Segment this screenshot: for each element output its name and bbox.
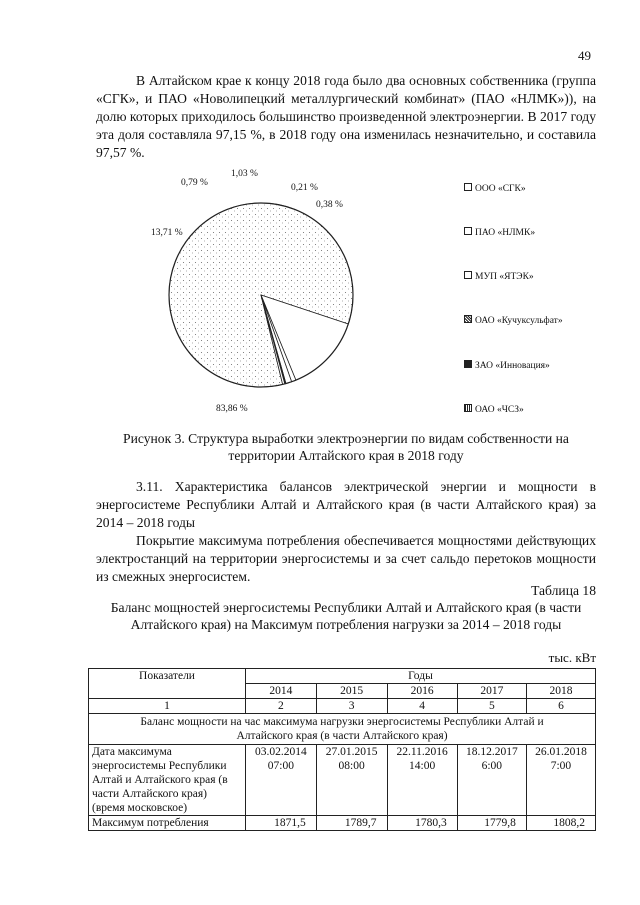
row-value: 1779,8 <box>457 816 526 831</box>
section-paragraph: Покрытие максимума потребления обеспечивается мощностями действующих электростанций на территории энергосистемы и за счет сальдо перетоков мощности из смежных энергосистем. <box>96 533 596 584</box>
col-number: 2 <box>246 699 317 714</box>
legend-item-yatek <box>464 271 534 283</box>
legend-label: ПАО «НЛМК» <box>475 228 536 238</box>
row-label: Максимум потребления <box>89 816 246 831</box>
intro-paragraph: В Алтайском крае к концу 2018 года было два основных собственника (группа «СГК», и ПАО «Новолипецкий металлургический комбинат» (ПАО «НЛМК»)), на долю которых приходилось большинство произведенной электроэнергии. В 2017 году эта доля составляла 97,15 %, в 2018 году она изменилась незначительно, и составила 97,57 %. <box>96 73 596 160</box>
slice-label: 1,03 % <box>231 169 258 179</box>
year-cell: 2016 <box>387 684 457 699</box>
row-value: 1871,5 <box>246 816 317 831</box>
row-value: 1808,2 <box>526 816 595 831</box>
table-section-row <box>89 714 596 745</box>
slice-label: 13,71 % <box>151 228 183 238</box>
col-number: 1 <box>89 699 246 714</box>
table-colnum-row <box>89 699 596 714</box>
figure-caption: Рисунок 3. Структура выработки электроэнергии по видам собственности на территории Алтайского края в 2018 году <box>123 431 569 463</box>
legend-swatch <box>464 315 472 323</box>
table-row <box>89 745 596 816</box>
year-cell: 2018 <box>526 684 595 699</box>
row-label: Дата максимума энергосистемы Республики Алтай и Алтайского края (в части Алтайского края) (время московское) <box>89 745 246 816</box>
row-value: 18.12.2017 6:00 <box>457 745 526 816</box>
year-cell: 2014 <box>246 684 317 699</box>
legend-label: ЗАО «Инновация» <box>475 361 550 371</box>
row-value: 22.11.2016 14:00 <box>387 745 457 816</box>
year-cell: 2015 <box>316 684 387 699</box>
row-value: 03.02.2014 07:00 <box>246 745 317 816</box>
legend-item-innovatsiya <box>464 360 550 372</box>
row-value: 26.01.2018 7:00 <box>526 745 595 816</box>
legend-label: МУП «ЯТЭК» <box>475 272 534 282</box>
row-value: 27.01.2015 08:00 <box>316 745 387 816</box>
legend-swatch <box>464 404 472 412</box>
legend-label: ОАО «ЧСЗ» <box>475 405 524 415</box>
table-number: Таблица 18 <box>531 583 596 598</box>
header-indicator: Показатели <box>89 669 246 699</box>
table-header-row <box>89 669 596 684</box>
slice-label: 0,21 % <box>291 183 318 193</box>
col-number: 5 <box>457 699 526 714</box>
row-value: 1789,7 <box>316 816 387 831</box>
section-row-cell: Баланс мощности на час максимума нагрузки энергосистемы Республики Алтай и Алтайского края (в части Алтайского края) <box>89 714 596 745</box>
legend-item-kuchuksulfat <box>464 315 563 327</box>
section-heading: 3.11. Характеристика балансов электрической энергии и мощности в энергосистеме Республики Алтай и Алтайского края (в части Алтайского края) за 2014 – 2018 годы <box>96 479 596 530</box>
year-cell: 2017 <box>457 684 526 699</box>
col-number: 4 <box>387 699 457 714</box>
table-units: тыс. кВт <box>548 650 596 665</box>
legend-item-chsz <box>464 404 524 416</box>
col-number: 6 <box>526 699 595 714</box>
slice-label: 0,79 % <box>181 178 208 188</box>
table-title: Баланс мощностей энергосистемы Республики Алтай и Алтайского края (в части Алтайского края) на Максимум потребления нагрузки за 2014 – 2018 годы <box>110 600 582 632</box>
header-years: Годы <box>246 669 596 684</box>
legend-label: ООО «СГК» <box>475 184 526 194</box>
pie-chart <box>151 165 460 425</box>
page-number: 49 <box>578 48 591 63</box>
legend-swatch <box>464 271 472 279</box>
section-block <box>96 478 596 586</box>
legend-swatch <box>464 360 472 368</box>
table-row <box>89 816 596 831</box>
legend-swatch <box>464 227 472 235</box>
legend-swatch <box>464 183 472 191</box>
legend-label: ОАО «Кучуксульфат» <box>475 316 563 326</box>
slice-label: 83,86 % <box>216 404 248 414</box>
row-value: 1780,3 <box>387 816 457 831</box>
slice-label: 0,38 % <box>316 200 343 210</box>
col-number: 3 <box>316 699 387 714</box>
legend-item-sgk <box>464 183 526 195</box>
legend-item-nlmk <box>464 227 535 239</box>
balance-table <box>88 668 596 831</box>
